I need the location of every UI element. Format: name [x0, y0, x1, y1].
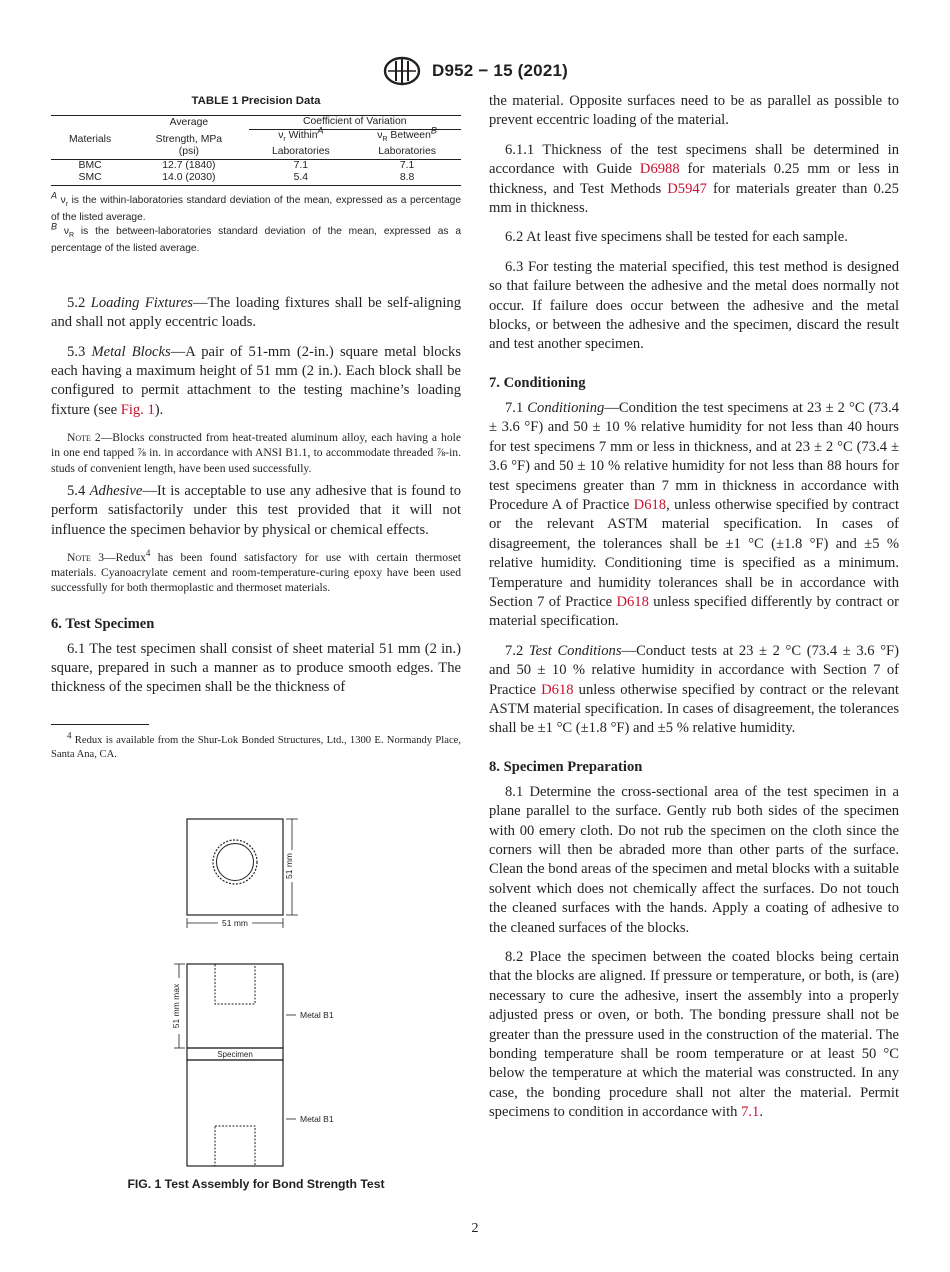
header-coefficient: Coefficient of Variation	[249, 116, 461, 130]
metal-block-bottom-label: Metal B1	[300, 1114, 334, 1124]
paragraph-7-2: 7.2 Test Conditions—Conduct tests at 23 ± 2 °C (73.4 ± 3.6 °F) and 50 ± 10 % relative humidity in accordance with Section 7 of Practice D618 unless otherwise specified by contract or the relevant ASTM material specification. In cases of disagreement, the tolerances shall be ±1 °C (±1.8 °F) and ±5 % relative humidity.	[489, 642, 900, 737]
paragraph-5-4: 5.4 Adhesive—It is acceptable to use any adhesive that is found to perform satisfactorily under this test provided that it will not influence the specimen behavior by physical or chemical effects.	[51, 482, 462, 538]
paragraph-8-2: 8.2 Place the specimen between the coated blocks being certain that the blocks are aligned. If pressure or temperature, or both, is (are) necessary to cure the adhesive, insert the assembly into a properly adjusted press or oven, or both. The bonding pressure shall not be greater than the pressure used in the construction of the material. The bonding temperature shall be room temperature or at least 50 °C below the temperature at which the material was constructed. In any case, the bonding procedure shall not alter the material. Permit specimens to condition in accordance with 7.1.	[489, 949, 899, 1121]
header-average: Average	[129, 116, 248, 130]
dimension-max-label: 51 mm max	[171, 983, 181, 1029]
d6988-link[interactable]: D6988	[639, 161, 680, 178]
block-outline-dashed	[213, 840, 257, 884]
precision-table	[51, 115, 461, 186]
note-3: Note 3—Redux$^4$ has been found satisfactory for use with certain thermoset materials. Cyanoacrylate cement and room-temperature-curing epoxy have been used successfully for both thermoplastic and thermoset materials.	[51, 548, 461, 595]
tapped-hole-bottom	[215, 1126, 255, 1166]
paragraph-8-1: 8.1 Determine the cross-sectional area of the test specimen in a plane parallel to the surface. Gently rub both sides of the specimen with 00 emery cloth. Do not rub the specimen on the cloth since the corners will then be abraded more than other parts of the surface. Clean the bond areas of the specimen and metal blocks with a suitable solvent which does not chemically affect the surfaces. Do not touch the cleaned surfaces with the hands. Apply a coating of adhesive to the cleaned surfaces of the blocks.	[489, 783, 899, 936]
paragraph-5-2: 5.2 Loading Fixtures—The loading fixtures shall be self-aligning and shall not apply eccentric loads.	[51, 294, 461, 331]
table-footnote-a: $^A$ $\nu_r$ is the within-laboratories standard deviation of the mean, expressed as a percentage of the listed average.	[51, 190, 461, 224]
side-view	[171, 964, 334, 1166]
specimen-square	[187, 819, 283, 915]
paragraph-7-1: 7.1 Conditioning—Condition the test specimens at 23 ± 2 °C (73.4 ± 3.6 °F) and 50 ± 10 % relative humidity for not less than 40 hours for test specimens 7 mm or less in thickness, and at 23 ± 2 °C (73.4 ± 3.6 °F) and 50 ± 10 % relative humidity for not less than 88 hours for test specimens greater than 7 mm in thickness in accordance with Procedure A of Practice D618, unless otherwise specified by contract or the relevant ASTM material specification. In cases of disagreement, the tolerances shall be ±1 °C (±1.8 °F) and ±5 % relative humidity. Conditioning time is specified as a minimum. Temperature and humidity tolerances shall be in accordance with Section 7 of Practice D618 unless specified differently by contract or material specification.	[489, 399, 899, 630]
d618-link[interactable]: D618	[541, 681, 574, 698]
paragraph-6-1-1: 6.1.1 Thickness of the test specimens shall be determined in accordance with Guide D6988 for materials 0.25 mm or less in thickness, and Test Methods D5947 for materials greater than 0.25 mm in thickness.	[489, 141, 900, 217]
footnote-4: $^4$ Redux is available from the Shur-Lok Bonded Structures, Ltd., 1300 E. Normandy Place, Santa Ana, CA.	[51, 730, 461, 760]
d618-link[interactable]: D618	[616, 593, 649, 610]
metal-block-top	[187, 964, 283, 1048]
paragraph-6-2: 6.2 At least five specimens shall be tested for each sample.	[505, 229, 848, 246]
header-between: $\nu_R$ Between$^B$	[377, 125, 437, 143]
page-header	[0, 56, 950, 86]
paragraph-5-3: 5.3 Metal Blocks—A pair of 51-mm (2-in.) square metal blocks each having a maximum height of 51 mm (2 in.). Each block shall be configured to permit attachment to the testing machine’s loading fixture (see Fig. 1).	[51, 343, 462, 418]
note-2: Note 2—Blocks constructed from heat-treated aluminum alloy, each having a hole in one end tapped ⅞ in. in accordance with ANSI B1.1, to accommodate threaded ⅞-in. studs of convenient length, have been used successfully.	[51, 431, 461, 475]
table-footnote-b: $^B$ $\nu_R$ is the between-laboratories standard deviation of the mean, expressed as a percentage of the listed average.	[51, 221, 461, 255]
d618-link[interactable]: D618	[633, 496, 667, 513]
block-outline	[217, 844, 254, 881]
figure-1-diagram	[160, 812, 360, 1172]
section-7-1-link[interactable]: 7.1	[741, 1104, 760, 1121]
table-row: BMC 12.7 (1840) 7.1 7.1	[78, 159, 415, 171]
figure-1-caption: FIG. 1 Test Assembly for Bond Strength Test	[127, 1177, 385, 1191]
dimension-vertical-label: 51 mm	[284, 853, 294, 879]
right-column	[489, 92, 899, 1123]
document-designation: D952 − 15 (2021)	[432, 61, 568, 80]
left-column	[51, 92, 461, 761]
header-labs-between: Laboratories	[353, 146, 461, 159]
d5947-link[interactable]: D5947	[667, 180, 707, 197]
section-7-heading: 7. Conditioning	[489, 374, 586, 391]
header-strength: Strength, MPa	[155, 133, 223, 145]
header-psi: (psi)	[129, 146, 248, 159]
section-8-heading: 8. Specimen Preparation	[489, 758, 643, 775]
header-labs-within: Laboratories	[249, 146, 354, 159]
top-view	[187, 819, 298, 928]
section-6-heading: 6. Test Specimen	[51, 615, 155, 632]
paragraph-6-3: 6.3 For testing the material specified, this test method is designed so that failure between the adhesive and the metal does normally not occur. If failure does occur between the adhesive and the metal blocks, or between the adhesive and the specimen, discard the result and test another specimen.	[489, 258, 899, 353]
header-materials: Materials	[69, 133, 112, 145]
paragraph-6-1-continued: the material. Opposite surfaces need to be as parallel as possible to prevent eccentric loading of the material.	[489, 93, 899, 129]
table-row: SMC 14.0 (2030) 5.4 8.8	[51, 172, 461, 185]
tapped-hole-top	[215, 964, 255, 1004]
astm-logo	[382, 56, 422, 86]
fig-1-link[interactable]: Fig. 1	[120, 401, 155, 418]
metal-block-top-label: Metal B1	[300, 1010, 334, 1020]
dimension-horizontal-label: 51 mm	[222, 918, 248, 928]
paragraph-6-1: 6.1 The test specimen shall consist of sheet material 51 mm (2 in.) square, prepared in such a manner as to produce smooth edges. The thickness of the specimen shall be the thickness of	[51, 640, 461, 696]
table-1-title: TABLE 1 Precision Data	[191, 95, 321, 107]
metal-block-bottom	[187, 1060, 283, 1166]
header-within: $\nu_r$ Within$^A$	[278, 125, 324, 143]
specimen-label: Specimen	[217, 1050, 253, 1059]
page-number: 2	[471, 1221, 479, 1236]
footnote-rule	[51, 724, 149, 725]
